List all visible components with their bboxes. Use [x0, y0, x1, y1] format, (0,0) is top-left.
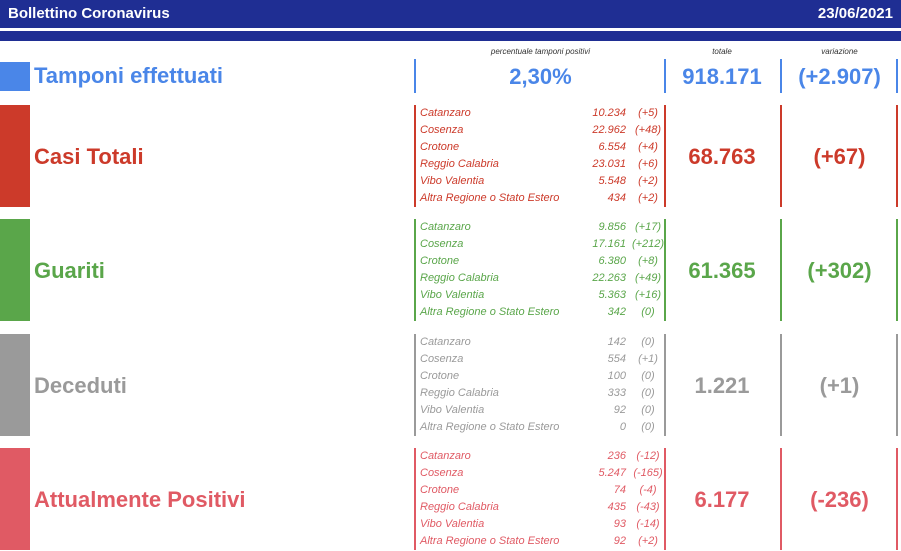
province-delta: (+1)	[638, 353, 658, 365]
province-delta: (-165)	[633, 467, 663, 479]
province-row	[420, 482, 664, 499]
province-list	[414, 448, 664, 550]
province-row	[420, 270, 664, 287]
section-total: 61.365	[688, 258, 756, 283]
province-name: Vibo Valentia	[420, 518, 485, 530]
province-delta: (+2)	[638, 192, 658, 204]
section-total: 68.763	[688, 144, 756, 169]
section-label: Casi Totali	[34, 144, 144, 169]
province-delta: (0)	[641, 421, 655, 433]
province-row	[420, 499, 664, 516]
section-variation: (-236)	[810, 487, 869, 512]
province-name: Catanzaro	[420, 336, 471, 348]
section-variation: (+302)	[807, 258, 872, 283]
province-name: Crotone	[420, 370, 460, 382]
province-row	[420, 402, 664, 419]
tamponi-label: Tamponi effettuati	[34, 63, 224, 88]
section-total: 1.221	[694, 373, 750, 398]
page-title: Bollettino Coronavirus	[8, 5, 170, 22]
tamponi-divider-1	[414, 59, 416, 93]
province-row	[420, 190, 664, 207]
province-row	[420, 156, 664, 173]
province-name: Catanzaro	[420, 107, 471, 119]
province-delta: (+16)	[635, 289, 661, 301]
province-name: Reggio Calabria	[420, 272, 499, 284]
province-value: 333	[607, 387, 626, 399]
province-delta: (0)	[641, 306, 655, 318]
province-delta: (+48)	[635, 124, 661, 136]
province-value: 6.554	[598, 141, 626, 153]
province-name: Vibo Valentia	[420, 404, 485, 416]
province-delta: (+17)	[635, 221, 661, 233]
province-delta: (+4)	[638, 141, 658, 153]
section-color-bar	[0, 334, 30, 436]
province-value: 554	[607, 353, 626, 365]
tamponi-divider-4	[896, 59, 898, 93]
province-name: Cosenza	[420, 467, 464, 479]
province-name: Catanzaro	[420, 221, 471, 233]
province-list	[414, 219, 664, 321]
section-1	[0, 219, 901, 321]
province-row	[420, 122, 664, 139]
province-delta: (+2)	[638, 535, 658, 547]
province-row	[420, 236, 664, 253]
province-list	[414, 334, 664, 436]
tamponi-color-bar	[0, 62, 30, 91]
province-name: Altra Regione o Stato Estero	[420, 306, 560, 318]
province-row	[420, 304, 664, 321]
section-label: Guariti	[34, 258, 105, 283]
province-row	[420, 465, 664, 482]
province-name: Vibo Valentia	[420, 175, 485, 187]
province-value: 93	[613, 518, 626, 530]
province-row	[420, 334, 664, 351]
province-row	[420, 448, 664, 465]
province-name: Vibo Valentia	[420, 289, 485, 301]
province-delta: (0)	[641, 387, 655, 399]
tamponi-variation: (+2.907)	[798, 64, 881, 89]
section-label: Deceduti	[34, 373, 127, 398]
province-row	[420, 105, 664, 122]
province-row	[420, 533, 664, 550]
section-3	[0, 448, 901, 550]
province-delta: (0)	[641, 404, 655, 416]
province-row	[420, 516, 664, 533]
section-variation: (+1)	[819, 373, 860, 398]
header-divider	[0, 31, 901, 41]
province-name: Cosenza	[420, 238, 464, 250]
province-value: 0	[619, 421, 626, 433]
section-color-bar	[0, 219, 30, 321]
province-delta: (-4)	[639, 484, 657, 496]
province-name: Altra Regione o Stato Estero	[420, 535, 560, 547]
province-name: Reggio Calabria	[420, 158, 499, 170]
province-row	[420, 139, 664, 156]
section-color-bar	[0, 105, 30, 207]
province-name: Altra Regione o Stato Estero	[420, 192, 560, 204]
province-value: 10.234	[592, 107, 626, 119]
province-delta: (-12)	[636, 450, 660, 462]
province-delta: (+8)	[638, 255, 658, 267]
section-label: Attualmente Positivi	[34, 487, 246, 512]
province-delta: (+2)	[638, 175, 658, 187]
province-row	[420, 219, 664, 236]
province-row	[420, 287, 664, 304]
province-value: 142	[607, 336, 626, 348]
report-date: 23/06/2021	[817, 5, 893, 22]
tamponi-total: 918.171	[682, 64, 762, 89]
section-total: 6.177	[694, 487, 750, 512]
province-name: Crotone	[420, 141, 460, 153]
province-value: 22.962	[592, 124, 626, 136]
column-header-total: totale	[712, 47, 732, 56]
section-0	[0, 105, 901, 207]
tamponi-percent: 2,30%	[509, 64, 572, 89]
province-name: Altra Regione o Stato Estero	[420, 421, 560, 433]
province-value: 435	[607, 501, 626, 513]
province-row	[420, 419, 664, 436]
province-row	[420, 385, 664, 402]
province-delta: (+6)	[638, 158, 658, 170]
province-value: 100	[607, 370, 626, 382]
section-variation: (+67)	[813, 144, 866, 169]
province-name: Reggio Calabria	[420, 387, 499, 399]
province-row	[420, 368, 664, 385]
province-delta: (0)	[641, 370, 655, 382]
province-name: Cosenza	[420, 124, 464, 136]
province-value: 92	[613, 404, 626, 416]
province-delta: (0)	[641, 336, 655, 348]
province-delta: (+5)	[638, 107, 658, 119]
province-delta: (+212)	[631, 238, 665, 250]
province-value: 6.380	[598, 255, 626, 267]
province-value: 92	[613, 535, 626, 547]
province-delta: (+49)	[635, 272, 661, 284]
section-2	[0, 334, 901, 436]
province-value: 5.247	[598, 467, 626, 479]
province-name: Reggio Calabria	[420, 501, 499, 513]
province-value: 9.856	[598, 221, 626, 233]
province-list	[414, 105, 664, 207]
province-value: 17.161	[592, 238, 626, 250]
province-value: 22.263	[592, 272, 626, 284]
province-value: 74	[613, 484, 626, 496]
province-value: 5.363	[598, 289, 626, 301]
header-bar	[0, 0, 901, 28]
province-value: 5.548	[598, 175, 626, 187]
province-name: Crotone	[420, 255, 460, 267]
column-header-variation: variazione	[821, 47, 858, 56]
province-name: Catanzaro	[420, 450, 471, 462]
province-delta: (-43)	[636, 501, 660, 513]
province-row	[420, 253, 664, 270]
province-name: Crotone	[420, 484, 460, 496]
province-value: 23.031	[592, 158, 626, 170]
province-value: 236	[607, 450, 626, 462]
province-row	[420, 351, 664, 368]
province-delta: (-14)	[636, 518, 660, 530]
section-color-bar	[0, 448, 30, 550]
province-value: 342	[607, 306, 626, 318]
province-value: 434	[607, 192, 626, 204]
province-name: Cosenza	[420, 353, 464, 365]
column-header-percent: percentuale tamponi positivi	[490, 47, 591, 56]
province-row	[420, 173, 664, 190]
